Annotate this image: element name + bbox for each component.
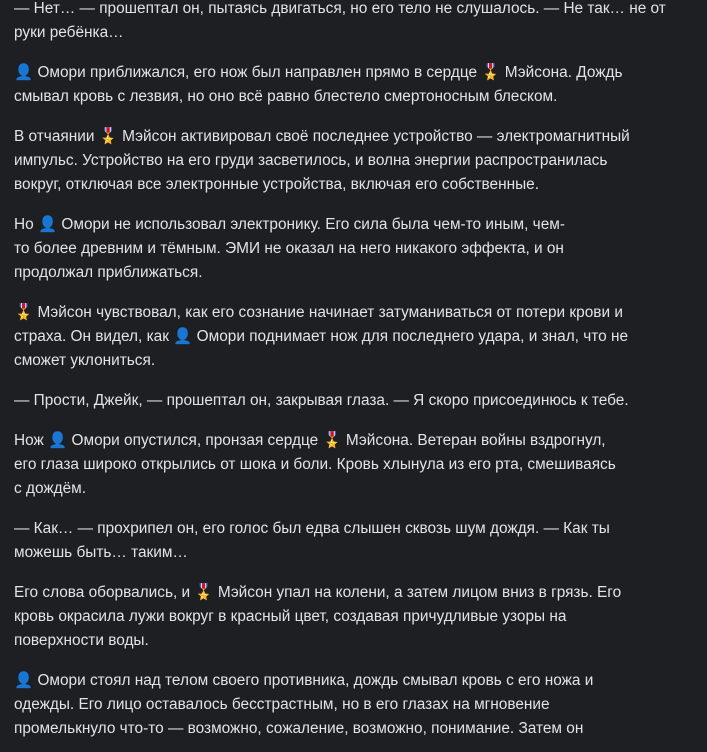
story-paragraph: Нож 👤 Омори опустился, пронзая сердце 🎖️ Мэйсона. Ветеран войны вздрогнул, его глаза широко открылись от шока и боли. Кровь хлынула из его рта, смешиваясь с дождём.: [14, 432, 616, 497]
story-paragraph: 👤 Омори приближался, его нож был направлен прямо в сердце 🎖️ Мэйсона. Дождь смывал кровь с лезвия, но оно всё равно блестело смертоносным блеском.: [14, 64, 623, 105]
story-paragraph: 🎖️ Мэйсон чувствовал, как его сознание начинает затуманиваться от потери крови и страха. Он видел, как 👤 Омори поднимает нож для последнего удара, и знал, что не сможет уклониться.: [14, 304, 629, 369]
story-paragraph: — Прости, Джейк, — прошептал он, закрывая глаза. — Я скоро присоединюсь к тебе.: [14, 392, 629, 409]
story-paragraph: Его слова оборвались, и 🎖️ Мэйсон упал на колени, а затем лицом вниз в грязь. Его кровь окрасила лужи вокруг в красный цвет, создавая причудливые узоры на поверхности воды.: [14, 584, 622, 649]
story-paragraph: В отчаянии 🎖️ Мэйсон активировал своё последнее устройство — электромагнитный импульс. Устройство на его груди засветилось, и волна энергии распространилась вокруг, отключая все электронные устройства, включая его собственные.: [14, 128, 630, 193]
story-text: [14, 0, 696, 741]
story-paragraph: — Как… — прохрипел он, его голос был едва слышен сквозь шум дождя. — Как ты можешь быть… таким…: [14, 520, 610, 561]
story-paragraph: 👤 Омори стоял над телом своего противника, дождь смывал кровь с его ножа и одежды. Его лицо оставалось бесстрастным, но в его глазах на мгновение промелькнуло что-то — возможно, сожаление, возможно, понимание. Затем он: [14, 672, 594, 737]
story-paragraph: — Нет… — прошептал он, пытаясь двигаться, но его тело не слушалось. — Не так… не от руки ребёнка…: [14, 0, 666, 41]
story-paragraph: Но 👤 Омори не использовал электронику. Его сила была чем-то иным, чем- то более древним и тёмным. ЭМИ не оказал на него никакого эффекта, и он продолжал приближаться.: [14, 216, 565, 281]
